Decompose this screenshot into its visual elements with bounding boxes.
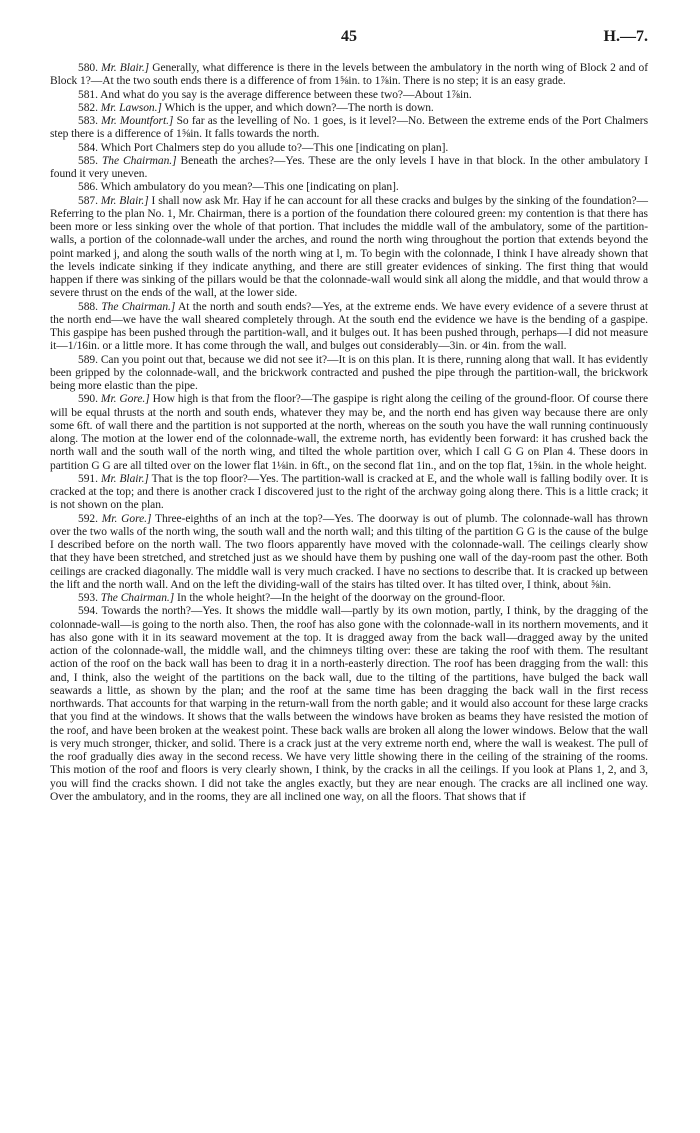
paragraph-583 xyxy=(50,115,648,142)
paragraph-text: Which is the upper, and which down?—The north is down. xyxy=(161,101,434,114)
paragraph-584 xyxy=(50,142,648,155)
speaker-label: The Chairman.] xyxy=(100,592,175,604)
paragraph-594 xyxy=(50,605,648,804)
speaker-label: Mr. Blair.] xyxy=(101,62,150,74)
paragraph-589 xyxy=(50,354,648,394)
paragraph-text: Which Port Chalmers step do you allude to?—This one [indicating on plan]. xyxy=(100,141,449,154)
paragraph-number: 589. xyxy=(78,353,98,366)
paragraph-text: That is the top floor?—Yes. The partition-wall is cracked at E, and the whole wall is falling bodily over. It is cracked at the top; and there is another crack I discovered just to the right of the archway going along there. This is a little crack; it is not shown on the plan. xyxy=(50,472,648,512)
paragraph-593 xyxy=(50,592,648,605)
speaker-label: Mr. Blair.] xyxy=(100,472,149,485)
paragraph-number: 583. xyxy=(78,115,98,127)
paragraph-number: 581. xyxy=(78,88,98,101)
paragraph-591 xyxy=(50,473,648,513)
speaker-label: Mr. Gore.] xyxy=(101,512,152,525)
speaker-label: Mr. Blair.] xyxy=(100,194,149,207)
paragraph-587 xyxy=(50,195,648,301)
paper-reference: H.—7. xyxy=(603,28,648,45)
paragraph-592 xyxy=(50,513,648,593)
paragraph-text: Which ambulatory do you mean?—This one [indicating on plan]. xyxy=(100,181,399,194)
paragraph-582 xyxy=(50,102,648,115)
paragraph-text: At the north and south ends?—Yes, at the extreme ends. We have every evidence of a severe thrust at the north end—we have the wall sheared completely through. At the south end the evidence we have is the bending of a gaspipe. This gaspipe has been pushed through the partition-wall, and it bulges out. It has been pushed through, perhaps—I did not measure it—1/16in. or a little more. It has come through the wall, and bulges out considerably—3in. or 4in. from the wall. xyxy=(50,300,649,353)
speaker-label: Mr. Gore.] xyxy=(100,393,150,406)
paragraph-588 xyxy=(50,301,648,354)
paragraph-586 xyxy=(50,181,648,194)
paragraph-text: Three-eighths of an inch at the top?—Yes. The doorway is out of plumb. The colonnade-wall has thrown over the two walls of the north wing, the south wall and the north wall; and this tilting of the partition G G is the cause of the bulge I described before on the north wall. The two floors apparently have moved with the colonnade-wall. The ceilings clearly show that they have been stretched, and stretched just as we should have them by pushing one wall of the day-room past the other. Both ceilings are cracked diagonally. The middle wall is very much cracked. I have no sections to describe that. It is cracked up between the lift and the north wall. And on the left the dividing-wall of the stairs has tilted over. It has tilted over, I think, about ⅝in. xyxy=(50,512,649,591)
paragraph-text: Towards the north?—Yes. It shows the middle wall—partly by its own motion, partly, I think, by the dragging of the colonnade-wall—is going to the north also. Then, the roof has also gone with the colonnade-wall in its northern movements, and it has also gone with it in its seaward movement at the top. It is dragged away from the back wall—dragged away by the united action of the colonnade-wall, the middle wall, and the chimneys tilting over: these are taking the roof with them. The resultant action of the roof on the back wall has been to drag it in a north-easterly direction. The roof has been dragging from the wall: this and, I think, also the weight of the partitions on the back wall, due to the tilting of the partitions, have bulged the back wall seawards a little, as shown by the plan; and the roof at the same time has been dragging the back wall in the first recess northwards. That accounts for that warping in the return-wall from the north gable; and it would also account for these large cracks that you find at the windows. It shows that the walls between the windows have broken as beams they have resisted the motion of the roof, and have been broken at the weakest point. These back walls are broken all along the lower windows. Below that the wall is very much stronger, thicker, and solid. There is a crack just at the very extreme north end, where the wall is weakest. The pull of the roof gradually dies away in the second recess. We have very little showing there in the ceiling of the straining of the rooms. This motion of the roof and floors is very clearly shown, I think, by the cracks in all the ceilings. If you look at Plans 1, 2, and 3, you will find the cracks shown. I did not take the angles exactly, but they are near enough. The cracks are all inclined one way. Over the ambulatory, and in the rooms, they are all inclined one way, on all the floors. That shows that if xyxy=(50,605,649,803)
paragraph-number: 592. xyxy=(78,512,98,525)
paragraph-580 xyxy=(50,62,648,89)
paragraph-number: 586. xyxy=(78,181,98,194)
paragraph-text: I shall now ask Mr. Hay if he can account for all these cracks and bulges by the sinking of the foundation?—Referring to the plan No. 1, Mr. Chairman, there is a portion of the foundation there coloured green: my contention is that there has been more or less sinking over the whole of that portion. That includes the middle wall of the ambulatory, some of the partition-walls, a portion of the colonnade-wall under the arches, and round the north wing throughout the portion that extends beyond the point marked j, and along the south walls of the north wing at l, m. To begin with the colonnade, I think I have already shown that the levels indicate sinking if they indicate anything, and there are still greater evidences of sinking. The first thing that would happen if there was sinking of the pillars would be that the colonnade-wall would sink all along the middle, and that would throw a severe thrust on the ends of the wall, at the lower side. xyxy=(50,194,648,300)
paragraph-number: 584. xyxy=(78,141,98,154)
paragraph-text: And what do you say is the average difference between these two?—About 1⅞in. xyxy=(100,88,472,101)
paragraph-number: 580. xyxy=(78,62,98,74)
paragraph-number: 588. xyxy=(78,300,98,313)
paragraph-581 xyxy=(50,89,648,102)
paragraph-text: Beneath the arches?—Yes. These are the only levels I have in that block. In the other ambulatory I found it very uneven. xyxy=(50,154,648,180)
paragraph-number: 587. xyxy=(78,194,98,207)
paragraph-number: 590. xyxy=(78,393,98,406)
page-header xyxy=(50,28,648,62)
paragraph-number: 593. xyxy=(78,592,98,604)
speaker-label: The Chairman.] xyxy=(101,154,177,167)
paragraph-number: 585. xyxy=(78,154,98,167)
paragraph-number: 582. xyxy=(78,101,98,114)
paragraph-text: In the whole height?—In the height of the doorway on the ground-floor. xyxy=(174,592,506,604)
speaker-label: Mr. Mountfort.] xyxy=(101,115,174,127)
paragraph-text: How high is that from the floor?—The gaspipe is right along the ceiling of the ground-floor. Of course there will be equal thrusts at the north and south ends, whatever they may be, and the north end has given way because there are only some 6ft. of wall there and the partition is not supported at the north, whereas on the south you have the wall running continuously along. The motion at the lower end of the colonnade-wall, the extreme north, has evidently been forward: it has crushed back the north wall and the south wall of the north wing, and tilted the whole partition over, which I call G G on Plan 4. These doors in partition G G are all tilted over on the lower flat 1⅛in. in 6ft., on the second flat 1in., and on the top flat, 1⅝in. in the whole height. xyxy=(50,393,648,472)
page-number: 45 xyxy=(341,28,357,45)
paragraph-585 xyxy=(50,155,648,182)
paragraph-text: Can you point out that, because we did not see it?—It is on this plan. It is there, running along that wall. It has evidently been gripped by the colonnade-wall, and the brickwork contracted and pushed the pipe through the partition-wall, the brickwork being more elastic than the pipe. xyxy=(50,353,649,392)
paragraph-text: So far as the levelling of No. 1 goes, is it level?—No. Between the extreme ends of the Port Chalmers step there is a difference of 1⅝in. It falls towards the north. xyxy=(50,115,649,141)
paragraph-number: 594. xyxy=(78,605,98,618)
paragraph-number: 591. xyxy=(78,472,98,485)
speaker-label: The Chairman.] xyxy=(101,300,176,313)
paragraph-590 xyxy=(50,393,648,473)
paragraph-text: Generally, what difference is there in the levels between the ambulatory in the north wing of Block 2 and of Block 1?—At the two south ends there is a difference of from 1⅝in. to 1⅞in. There is no step; it is an easy grade. xyxy=(50,62,648,88)
testimony-body xyxy=(50,62,648,804)
speaker-label: Mr. Lawson.] xyxy=(100,101,162,114)
